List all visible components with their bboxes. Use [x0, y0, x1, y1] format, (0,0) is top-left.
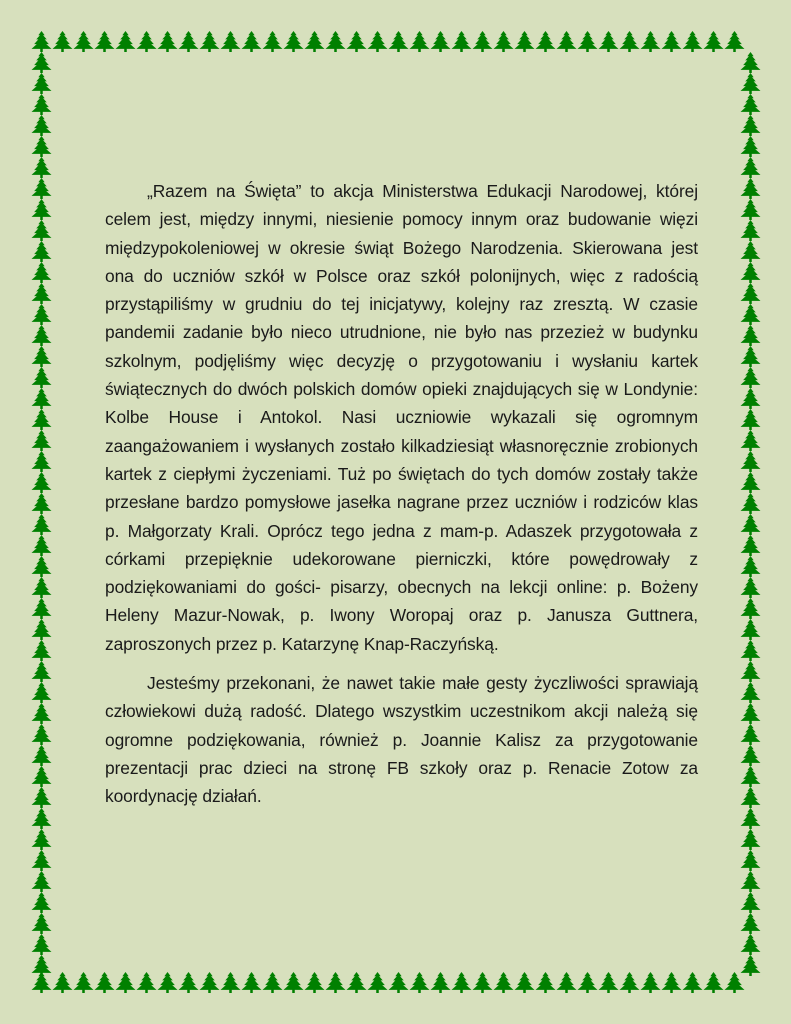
- christmas-tree-icon: [325, 31, 346, 52]
- christmas-tree-icon: [740, 514, 761, 535]
- christmas-tree-icon: [740, 892, 761, 913]
- christmas-tree-icon: [409, 31, 430, 52]
- christmas-tree-icon: [556, 972, 577, 993]
- christmas-tree-icon: [740, 850, 761, 871]
- christmas-tree-icon: [740, 241, 761, 262]
- christmas-tree-icon: [115, 972, 136, 993]
- christmas-tree-icon: [31, 346, 52, 367]
- christmas-tree-icon: [619, 972, 640, 993]
- christmas-tree-icon: [514, 31, 535, 52]
- christmas-tree-icon: [199, 972, 220, 993]
- christmas-tree-icon: [740, 430, 761, 451]
- christmas-tree-icon: [740, 577, 761, 598]
- christmas-tree-icon: [740, 724, 761, 745]
- christmas-tree-icon: [31, 241, 52, 262]
- christmas-tree-icon: [724, 972, 745, 993]
- christmas-tree-icon: [430, 972, 451, 993]
- christmas-tree-icon: [388, 972, 409, 993]
- christmas-tree-icon: [31, 94, 52, 115]
- christmas-tree-icon: [31, 220, 52, 241]
- christmas-tree-icon: [157, 972, 178, 993]
- christmas-tree-icon: [31, 157, 52, 178]
- christmas-tree-icon: [740, 493, 761, 514]
- christmas-tree-icon: [598, 31, 619, 52]
- christmas-tree-icon: [31, 640, 52, 661]
- christmas-tree-icon: [304, 972, 325, 993]
- christmas-tree-icon: [598, 972, 619, 993]
- christmas-tree-icon: [31, 661, 52, 682]
- christmas-tree-icon: [31, 367, 52, 388]
- christmas-tree-icon: [346, 972, 367, 993]
- christmas-tree-icon: [52, 31, 73, 52]
- paragraph-2: Jesteśmy przekonani, że nawet takie małe gesty życzliwości sprawiają człowiekowi dużą radość. Dlatego wszystkim uczestnikom akcji należą się ogromne podziękowania, również p. Joannie Kalisz za przygotowanie prezentacji prac dzieci na stronę FB szkoły oraz p. Renacie Zotow za koordynację działań.: [105, 673, 698, 807]
- article-body: [105, 177, 698, 811]
- christmas-tree-icon: [740, 808, 761, 829]
- christmas-tree-icon: [31, 787, 52, 808]
- christmas-tree-icon: [31, 409, 52, 430]
- christmas-tree-icon: [94, 31, 115, 52]
- christmas-tree-icon: [740, 619, 761, 640]
- christmas-tree-icon: [31, 619, 52, 640]
- christmas-tree-icon: [115, 31, 136, 52]
- christmas-tree-icon: [703, 31, 724, 52]
- christmas-tree-icon: [740, 283, 761, 304]
- paragraph-1: „Razem na Święta” to akcja Ministerstwa Edukacji Narodowej, której celem jest, między innymi, niesienie pomocy innym oraz budowanie więzi międzypokoleniowej w okresie świąt Bożego Narodzenia. Skierowana jest ona do uczniów szkół w Polsce oraz szkół polonijnych, więc z radością przystąpiliśmy w grudniu do tej inicjatywy, kolejny raz zresztą. W czasie pandemii zadanie było nieco utrudnione, nie było nas przezież w budynku szkolnym, podjęliśmy więc decyzję o przygotowaniu i wysłaniu kartek świątecznych do dwóch polskich domów opieki znajdujących się w Londynie: Kolbe House i Antokol. Nasi uczniowie wykazali się ogromnym zaangażowaniem i wysłanych zostało kilkadziesiąt własnoręcznie zrobionych kartek z ciepłymi życzeniami. Tuż po świętach do tych domów zostały także przesłane bardzo pomysłowe jasełka nagrane przez uczniów i rodziców klas p. Małgorzaty Krali. Oprócz tego jedna z mam-p. Adaszek przygotowała z córkami przepięknie udekorowane pierniczki, które powędrowały z podziękowaniami do gości- pisarzy, obecnych na lekcji online: p. Bożeny Heleny Mazur-Nowak, p. Iwony Woropaj oraz p. Janusza Guttnera, zaproszonych przez p. Katarzynę Knap-Raczyńską.: [105, 181, 698, 654]
- christmas-tree-icon: [31, 850, 52, 871]
- christmas-tree-icon: [703, 972, 724, 993]
- christmas-tree-icon: [740, 178, 761, 199]
- christmas-tree-icon: [740, 346, 761, 367]
- christmas-tree-icon: [31, 472, 52, 493]
- christmas-tree-icon: [740, 199, 761, 220]
- christmas-tree-icon: [31, 73, 52, 94]
- christmas-tree-icon: [388, 31, 409, 52]
- christmas-tree-icon: [661, 972, 682, 993]
- tree-border-left: [31, 52, 52, 976]
- christmas-tree-icon: [409, 972, 430, 993]
- christmas-tree-icon: [451, 31, 472, 52]
- christmas-tree-icon: [31, 325, 52, 346]
- christmas-tree-icon: [640, 972, 661, 993]
- christmas-tree-icon: [367, 972, 388, 993]
- christmas-tree-icon: [157, 31, 178, 52]
- christmas-tree-icon: [493, 972, 514, 993]
- christmas-tree-icon: [31, 913, 52, 934]
- christmas-tree-icon: [740, 157, 761, 178]
- christmas-tree-icon: [241, 31, 262, 52]
- christmas-tree-icon: [430, 31, 451, 52]
- christmas-tree-icon: [199, 31, 220, 52]
- christmas-tree-icon: [740, 451, 761, 472]
- christmas-tree-icon: [262, 31, 283, 52]
- christmas-tree-icon: [31, 724, 52, 745]
- christmas-tree-icon: [740, 73, 761, 94]
- christmas-tree-icon: [740, 304, 761, 325]
- christmas-tree-icon: [31, 556, 52, 577]
- christmas-tree-icon: [31, 136, 52, 157]
- christmas-tree-icon: [31, 52, 52, 73]
- christmas-tree-icon: [740, 388, 761, 409]
- christmas-tree-icon: [31, 514, 52, 535]
- christmas-tree-icon: [94, 972, 115, 993]
- christmas-tree-icon: [31, 829, 52, 850]
- christmas-tree-icon: [661, 31, 682, 52]
- christmas-tree-icon: [740, 262, 761, 283]
- christmas-tree-icon: [740, 472, 761, 493]
- christmas-tree-icon: [136, 972, 157, 993]
- christmas-tree-icon: [31, 430, 52, 451]
- christmas-tree-icon: [136, 31, 157, 52]
- christmas-tree-icon: [740, 745, 761, 766]
- christmas-tree-icon: [740, 136, 761, 157]
- christmas-tree-icon: [740, 409, 761, 430]
- tree-border-top: [31, 31, 745, 52]
- christmas-tree-icon: [304, 31, 325, 52]
- tree-border-bottom: [31, 972, 745, 993]
- christmas-tree-icon: [31, 262, 52, 283]
- christmas-tree-icon: [640, 31, 661, 52]
- christmas-tree-icon: [740, 220, 761, 241]
- christmas-tree-icon: [472, 972, 493, 993]
- christmas-tree-icon: [740, 556, 761, 577]
- christmas-tree-icon: [31, 388, 52, 409]
- christmas-tree-icon: [740, 787, 761, 808]
- christmas-tree-icon: [52, 972, 73, 993]
- christmas-tree-icon: [472, 31, 493, 52]
- christmas-tree-icon: [73, 972, 94, 993]
- christmas-tree-icon: [31, 304, 52, 325]
- christmas-tree-icon: [220, 972, 241, 993]
- christmas-tree-icon: [31, 115, 52, 136]
- christmas-tree-icon: [31, 682, 52, 703]
- christmas-tree-icon: [31, 934, 52, 955]
- christmas-tree-icon: [31, 493, 52, 514]
- christmas-tree-icon: [740, 703, 761, 724]
- christmas-tree-icon: [577, 31, 598, 52]
- christmas-tree-icon: [31, 31, 52, 52]
- christmas-tree-icon: [493, 31, 514, 52]
- christmas-tree-icon: [220, 31, 241, 52]
- christmas-tree-icon: [740, 871, 761, 892]
- christmas-tree-icon: [556, 31, 577, 52]
- christmas-tree-icon: [31, 892, 52, 913]
- christmas-tree-icon: [178, 972, 199, 993]
- christmas-tree-icon: [514, 972, 535, 993]
- christmas-tree-icon: [740, 829, 761, 850]
- christmas-tree-icon: [451, 972, 472, 993]
- christmas-tree-icon: [31, 577, 52, 598]
- christmas-tree-icon: [325, 972, 346, 993]
- christmas-tree-icon: [31, 745, 52, 766]
- christmas-tree-icon: [31, 972, 52, 993]
- christmas-tree-icon: [740, 661, 761, 682]
- christmas-tree-icon: [31, 808, 52, 829]
- christmas-tree-icon: [31, 451, 52, 472]
- christmas-tree-icon: [724, 31, 745, 52]
- christmas-tree-icon: [31, 598, 52, 619]
- christmas-tree-icon: [31, 199, 52, 220]
- christmas-tree-icon: [31, 178, 52, 199]
- christmas-tree-icon: [535, 31, 556, 52]
- christmas-tree-icon: [31, 283, 52, 304]
- christmas-tree-icon: [262, 972, 283, 993]
- christmas-tree-icon: [740, 94, 761, 115]
- christmas-tree-icon: [740, 766, 761, 787]
- christmas-tree-icon: [619, 31, 640, 52]
- christmas-tree-icon: [682, 31, 703, 52]
- christmas-tree-icon: [740, 535, 761, 556]
- christmas-tree-icon: [535, 972, 556, 993]
- christmas-tree-icon: [740, 682, 761, 703]
- christmas-tree-icon: [740, 598, 761, 619]
- christmas-tree-icon: [31, 766, 52, 787]
- tree-border-right: [740, 52, 761, 976]
- christmas-tree-icon: [740, 115, 761, 136]
- christmas-tree-icon: [682, 972, 703, 993]
- christmas-tree-icon: [73, 31, 94, 52]
- christmas-tree-icon: [178, 31, 199, 52]
- christmas-tree-icon: [241, 972, 262, 993]
- christmas-tree-icon: [367, 31, 388, 52]
- christmas-tree-icon: [283, 31, 304, 52]
- christmas-tree-icon: [283, 972, 304, 993]
- christmas-tree-icon: [740, 640, 761, 661]
- christmas-tree-icon: [31, 703, 52, 724]
- christmas-tree-icon: [577, 972, 598, 993]
- christmas-tree-icon: [740, 367, 761, 388]
- christmas-tree-icon: [31, 871, 52, 892]
- christmas-tree-icon: [31, 535, 52, 556]
- christmas-tree-icon: [740, 325, 761, 346]
- christmas-tree-icon: [740, 52, 761, 73]
- christmas-tree-icon: [740, 934, 761, 955]
- christmas-tree-icon: [740, 913, 761, 934]
- christmas-tree-icon: [346, 31, 367, 52]
